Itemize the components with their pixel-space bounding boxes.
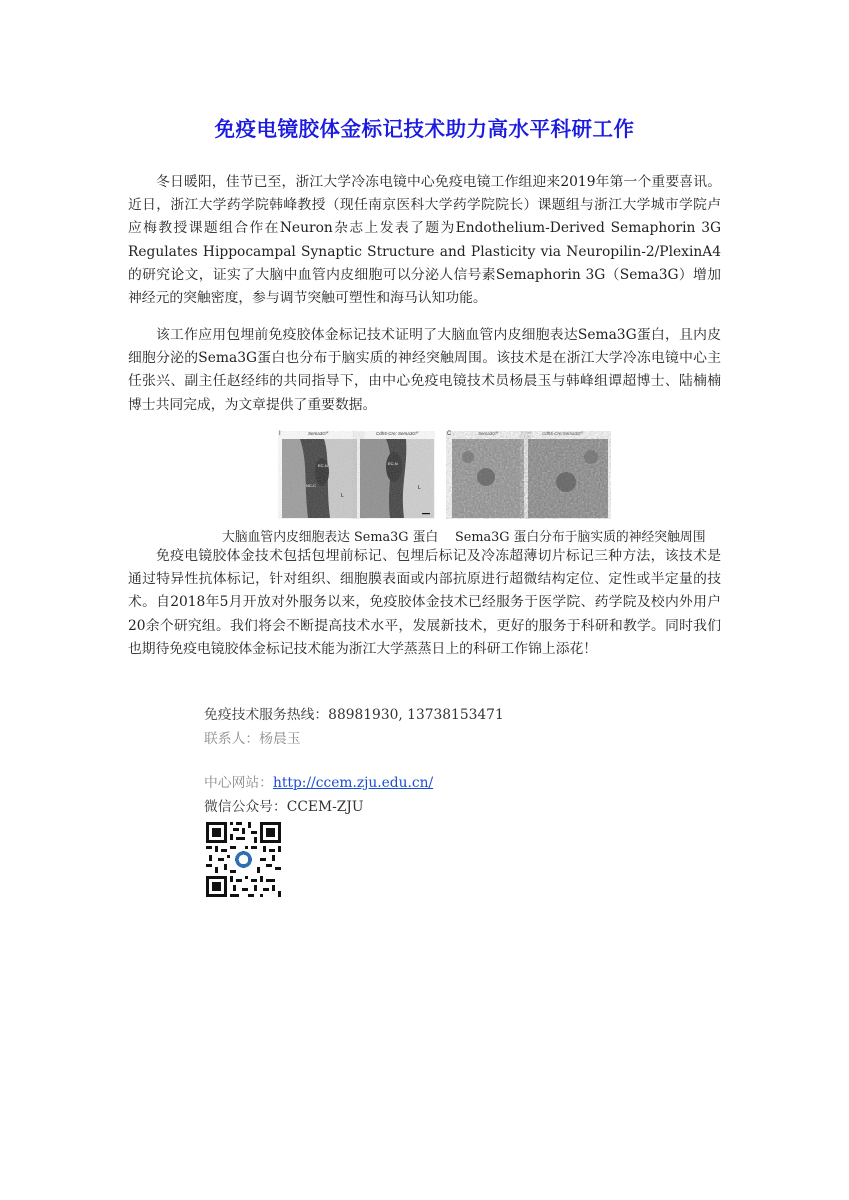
paragraph-intro: 冬日暖阳，佳节已至，浙江大学冷冻电镜中心免疫电镜工作组迎来2019年第一个重要喜讯。近日，浙江大学药学院韩峰教授（现任南京医科大学药学院院长）课题组与浙江大学城市学院卢应梅教授课题组合作在Neuron杂志上发表了题为Endothelium-Derived Semaphorin 3G Regulates Hippocampal Synaptic Structure and Plasticity via Neuropilin-2/PlexinA4的研究论文，证实了大脑中血管内皮细胞可以分泌人信号素Semaphorin 3G（Sema3G）增加神经元的突触密度，参与调节突触可塑性和海马认知功能。 [128, 174, 721, 307]
label-ec-n-2: EC-N [388, 461, 398, 466]
qr-code-icon [206, 822, 281, 897]
em-panel-synapse-knockout [528, 439, 608, 518]
em-panel-synapse-control [452, 439, 524, 518]
fig-right-header-2: $Cdh5-Cre;Sema3G^{f/f}$ [542, 430, 584, 436]
website-line [204, 773, 433, 793]
fig-right-panel-letter: C [447, 431, 452, 437]
figure-endothelial-em [278, 427, 435, 519]
em-panel-control [282, 439, 357, 518]
website-link[interactable]: http://ccem.zju.edu.cn/ [272, 775, 434, 791]
label-nc-c: NC-C [306, 483, 316, 488]
figure-synapse-em [446, 427, 611, 519]
label-lumen-2: L [418, 485, 421, 491]
article-title: 免疫电镜胶体金标记技术助力高水平科研工作 [214, 117, 635, 141]
em-panel-knockout [360, 439, 434, 518]
scale-bar [422, 513, 430, 514]
figure-caption-right: Sema3G 蛋白分布于脑实质的神经突触周围 [455, 530, 706, 545]
contact-person: 联系人：杨晨玉 [204, 731, 301, 747]
fig-left-header-1: $Sema3G^{f/f}$ [308, 430, 329, 436]
fig-right-header-1: $Sema3G^{f/f}$ [478, 430, 499, 436]
label-lumen-1: L [341, 493, 344, 499]
fig-left-header-2: Cdh5-Cre; $Sema3G^{f/f}$ [376, 430, 419, 436]
fig-left-panel-letter: I [279, 431, 281, 437]
service-hotline: 免疫技术服务热线：88981930, 13738153471 [204, 707, 504, 723]
figure-caption-left: 大脑血管内皮细胞表达 Sema3G 蛋白 [222, 530, 439, 545]
wechat-account: 微信公众号：CCEM-ZJU [204, 799, 364, 815]
paragraph-technology: 免疫电镜胶体金技术包括包埋前标记、包埋后标记及冷冻超薄切片标记三种方法，该技术是通过特异性抗体标记，针对组织、细胞膜表面或内部抗原进行超微结构定位、定性或半定量的技术。自2018年5月开放对外服务以来，免疫胶体金技术已经服务于医学院、药学院及校内外用户20余个研究组。我们将会不断提高技术水平，发展新技术，更好的服务于科研和教学。同时我们也期待免疫电镜胶体金标记技术能为浙江大学蒸蒸日上的科研工作锦上添花！ [128, 548, 721, 657]
label-ec-n-1: EC-N [318, 463, 328, 468]
paragraph-method: 该工作应用包埋前免疫胶体金标记技术证明了大脑血管内皮细胞表达Sema3G蛋白，且内皮细胞分泌的Sema3G蛋白也分布于脑实质的神经突触周围。该技术是在浙江大学冷冻电镜中心主任张兴、副主任赵经纬的共同指导下，由中心免疫电镜技术员杨晨玉与韩峰组谭超博士、陆楠楠博士共同完成，为文章提供了重要数据。 [128, 327, 721, 413]
website-label: 中心网站： [204, 775, 273, 791]
